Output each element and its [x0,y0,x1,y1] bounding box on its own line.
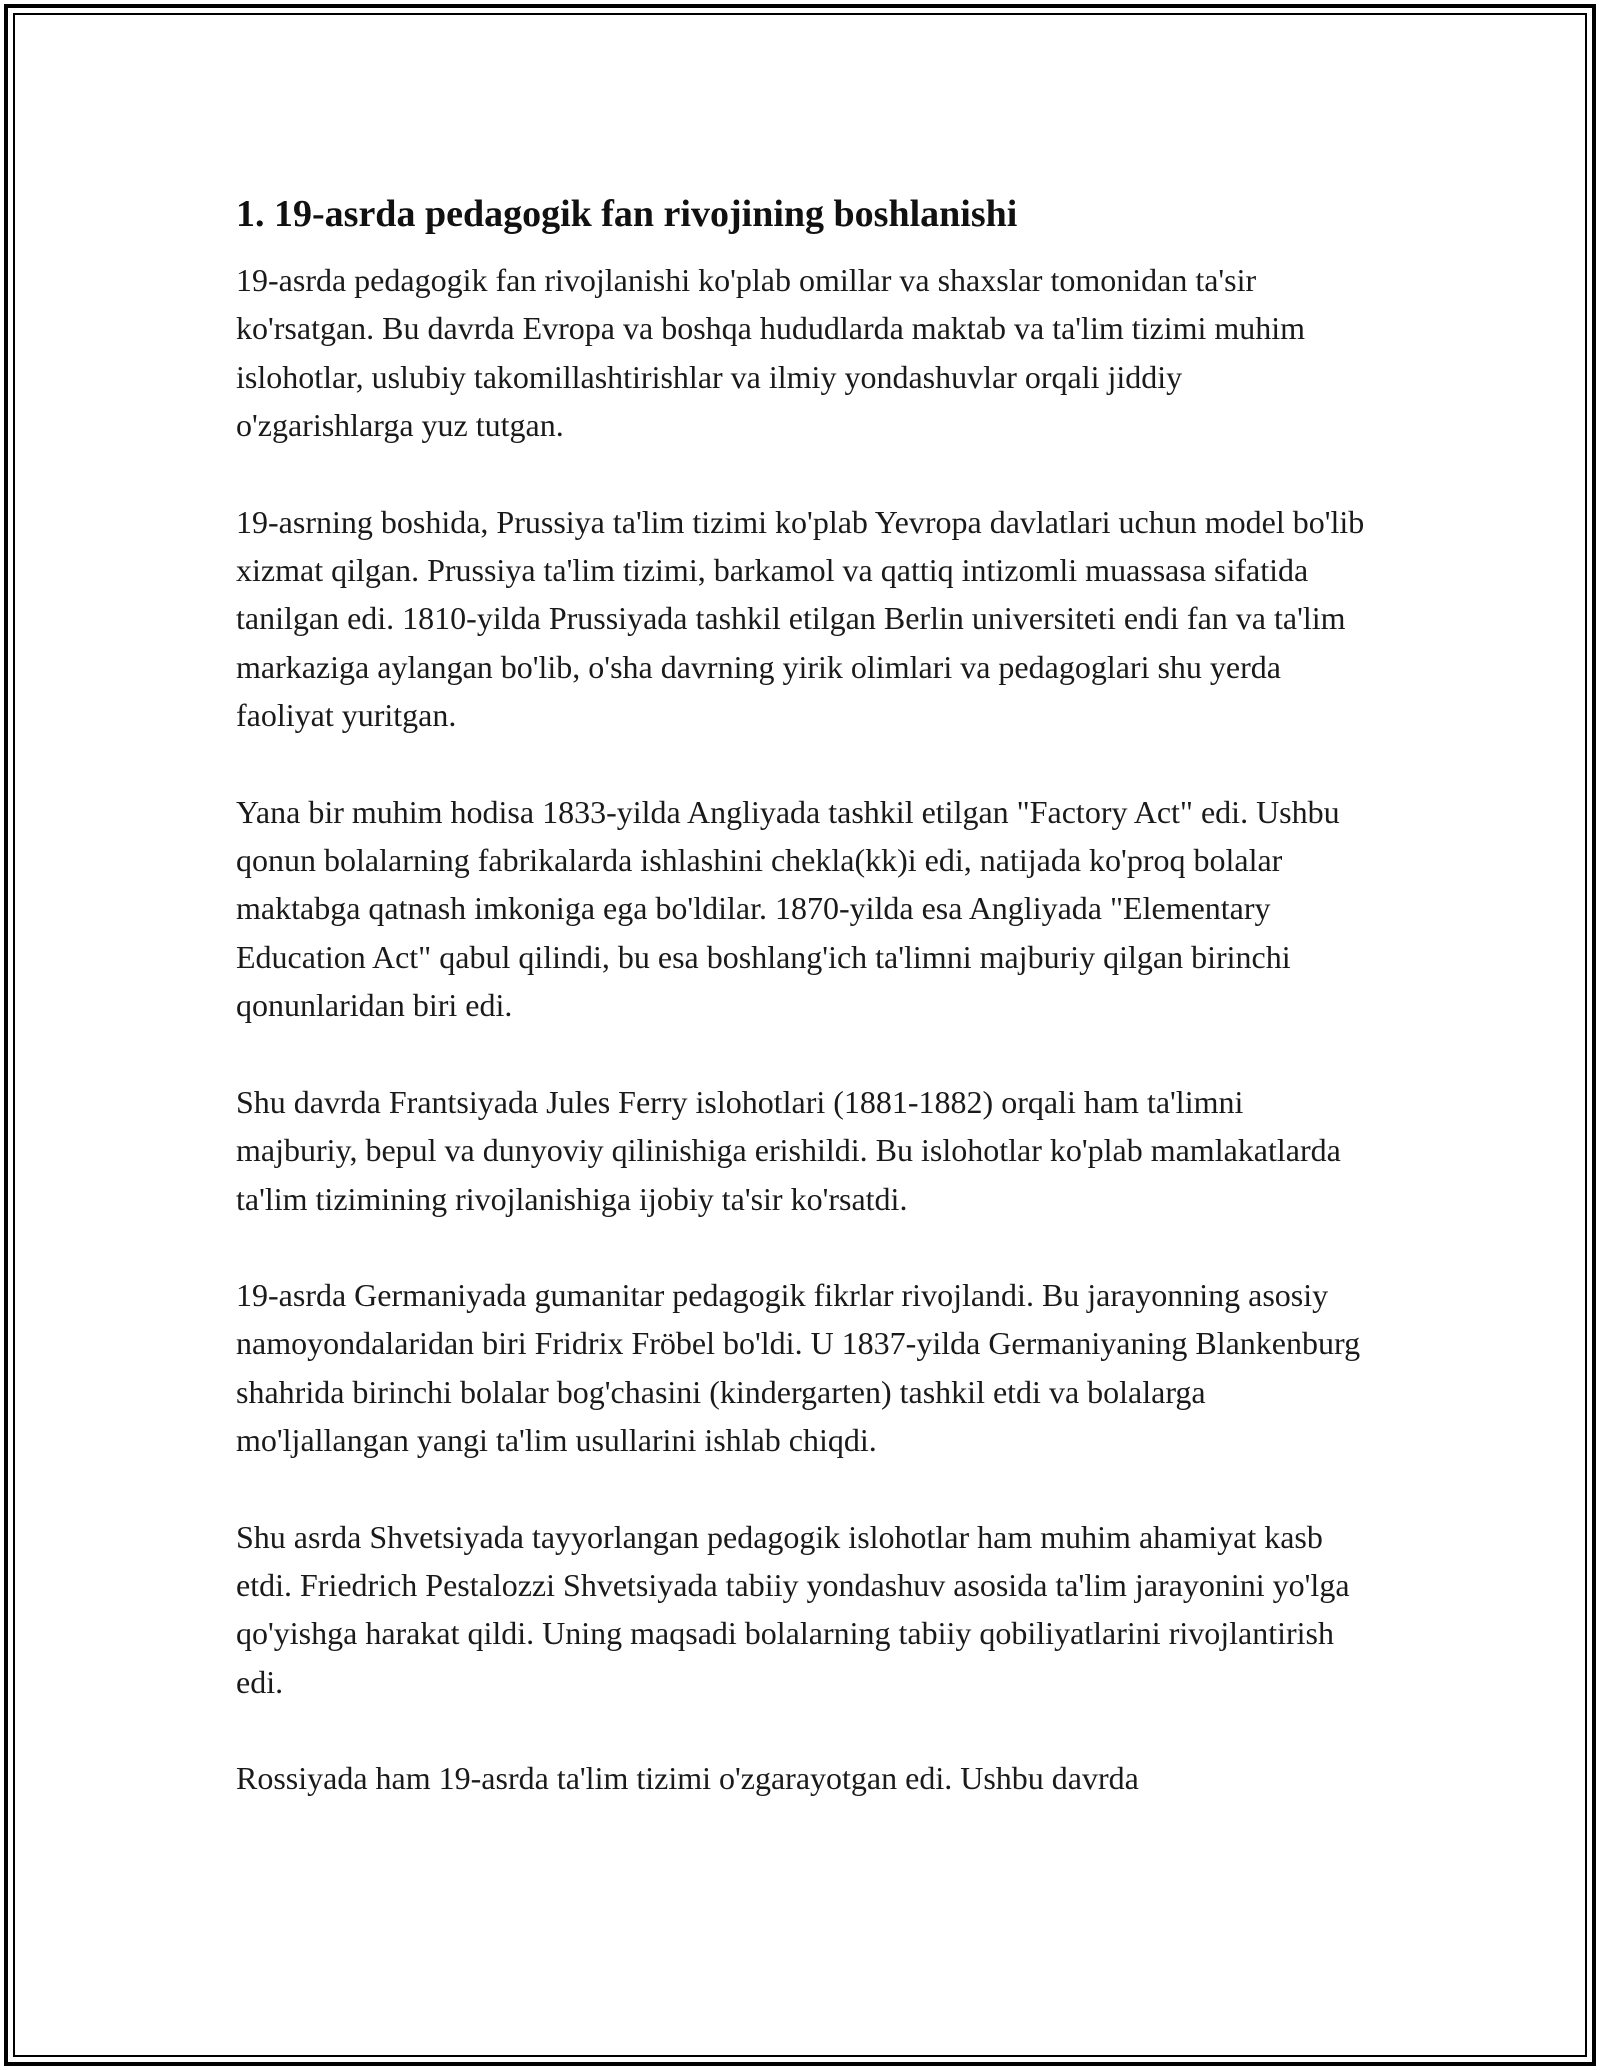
paragraph-2: 19-asrning boshida, Prussiya ta'lim tizimi ko'plab Yevropa davlatlari uchun model bo'lib xizmat qilgan. Prussiya ta'lim tizimi, barkamol va qattiq intizomli muassasa sifatida tanilgan edi. 1810-yilda Prussiyada tashkil etilgan Berlin universiteti endi fan va ta'lim markaziga aylangan bo'lib, o'sha davrning yirik olimlari va pedagoglari shu yerda faoliyat yuritgan. [236,503,1365,734]
paragraph-6: Shu asrda Shvetsiyada tayyorlangan pedagogik islohotlar ham muhim ahamiyat kasb etdi. Friedrich Pestalozzi Shvetsiyada tabiiy yondashuv asosida ta'lim jarayonini yo'lga qo'yishga harakat qildi. Uning maqsadi bolalarning tabiiy qobiliyatlarini rivojlantirish edi. [236,1518,1350,1700]
paragraph-3: Yana bir muhim hodisa 1833-yilda Angliyada tashkil etilgan "Factory Act" edi. Ushbu qonun bolalarning fabrikalarda ishlashini chekla(kk)i edi, natijada ko'proq bolalar maktabga qatnash imkoniga ega bo'ldilar. 1870-yilda esa Angliyada "Elementary Education Act" qabul qilindi, bu esa boshlang'ich ta'limni majburiy qilgan birinchi qonunlaridan biri edi. [236,793,1340,1024]
paragraph-1: 19-asrda pedagogik fan rivojlanishi ko'plab omillar va shaxslar tomonidan ta'sir ko'rsatgan. Bu davrda Evropa va boshqa hududlarda maktab va ta'lim tizimi muhim islohotlar, uslubiy takomillashtirishlar va ilmiy yondashuvlar orqali jiddiy o'zgarishlarga yuz tutgan. [236,262,1306,444]
paragraph-7: Rossiyada ham 19-asrda ta'lim tizimi o'zgarayotgan edi. Ushbu davrda [236,1760,1139,1797]
paragraph-4: Shu davrda Frantsiyada Jules Ferry islohotlari (1881-1882) orqali ham ta'limni majburiy, bepul va dunyoviy qilinishiga erishildi. Bu islohotlar ko'plab mamlakatlarda ta'lim tizimining rivojlanishiga ijobiy ta'sir ko'rsatdi. [236,1083,1341,1217]
paragraph-5: 19-asrda Germaniyada gumanitar pedagogik fikrlar rivojlandi. Bu jarayonning asosiy namoyondalaridan biri Fridrix Fröbel bo'ldi. U 1837-yilda Germaniyaning Blankenburg shahrida birinchi bolalar bog'chasini (kindergarten) tashkil etdi va bolalarga mo'ljallangan yangi ta'lim usullarini ishlab chiqdi. [236,1276,1361,1459]
section-heading: 1. 19-asrda pedagogik fan rivojining boshlanishi [236,193,1018,235]
document-body [236,186,1366,1851]
